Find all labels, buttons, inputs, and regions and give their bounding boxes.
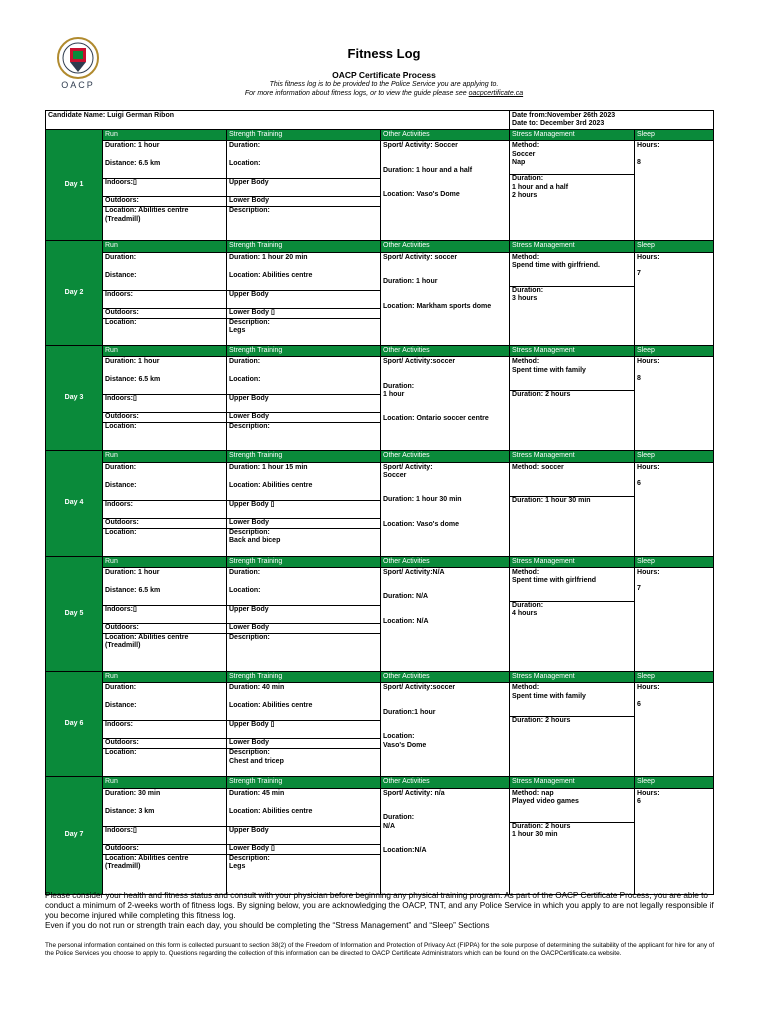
other-activity-field: Duration: 1 hour 30 min xyxy=(383,496,462,504)
strength-cell xyxy=(227,568,381,672)
run-field: Distance: 6.5 km xyxy=(105,376,161,384)
stress-field: Duration: 3 hours xyxy=(510,286,634,304)
stress-cell xyxy=(510,141,635,241)
logo-text: OACP xyxy=(61,80,95,90)
strength-field: Description: Legs xyxy=(227,854,380,872)
strength-field: Duration: xyxy=(229,142,261,150)
column-header-row xyxy=(46,672,714,683)
run-cell xyxy=(103,462,227,556)
other-activity-field: Location: N/A xyxy=(383,617,429,625)
run-field: Duration: 1 hour xyxy=(105,358,160,366)
run-field: Duration: 1 hour xyxy=(105,142,160,150)
sleep-field: Hours: xyxy=(637,142,660,150)
sleep-cell xyxy=(635,683,714,777)
run-cell xyxy=(103,141,227,241)
other-activity-field: Sport/ Activity:soccer xyxy=(383,684,456,692)
stress-field: Duration: 1 hour and a half 2 hours xyxy=(510,174,634,200)
column-header: Sleep xyxy=(635,241,714,252)
column-header: Other Activities xyxy=(381,241,510,252)
column-header-row xyxy=(46,345,714,356)
run-field: Distance: xyxy=(105,481,137,489)
strength-field: Location: Abilities centre xyxy=(229,702,313,710)
strength-field: Lower Body ▯ xyxy=(227,308,380,318)
strength-field: Description: xyxy=(227,633,380,643)
sleep-field: Hours: xyxy=(637,358,660,366)
column-header: Stress Management xyxy=(510,345,635,356)
strength-field: Location: xyxy=(229,160,261,168)
stress-field: Method: nap Played video games xyxy=(512,789,579,806)
strength-field: Description: xyxy=(227,422,380,432)
run-field: Duration: xyxy=(105,253,137,261)
sleep-field: Hours: xyxy=(637,463,660,471)
other-activity-field: Location: Ontario soccer centre xyxy=(383,415,489,423)
column-header-row xyxy=(46,777,714,788)
column-header: Other Activities xyxy=(381,777,510,788)
other-activity-field: Location: Vaso's Dome xyxy=(383,191,460,199)
run-field: Location: xyxy=(103,422,226,432)
strength-field: Location: Abilities centre xyxy=(229,271,313,279)
sleep-cell xyxy=(635,357,714,451)
column-header: Stress Management xyxy=(510,451,635,462)
day-label: Day 2 xyxy=(46,241,103,345)
other-activity-field: Duration:1 hour xyxy=(383,708,436,716)
stress-field: Method: soccer xyxy=(512,463,564,471)
column-header: Strength Training xyxy=(227,241,381,252)
run-field: Location: Abilities centre (Treadmill) xyxy=(103,854,226,872)
day-row xyxy=(46,568,714,672)
column-header: Strength Training xyxy=(227,672,381,683)
column-header: Run xyxy=(103,777,227,788)
column-header-row xyxy=(46,556,714,567)
sleep-field: 6 xyxy=(637,480,641,488)
other-activity-field: Location: Vaso's Dome xyxy=(383,733,427,749)
column-header-row xyxy=(46,241,714,252)
column-header: Stress Management xyxy=(510,556,635,567)
run-field: Distance: 6.5 km xyxy=(105,587,161,595)
column-header: Sleep xyxy=(635,672,714,683)
strength-field: Upper Body ▯ xyxy=(227,500,380,510)
column-header: Other Activities xyxy=(381,556,510,567)
other-activity-field: Duration: 1 hour xyxy=(383,382,415,399)
other-activity-field: Location: Markham sports dome xyxy=(383,302,492,310)
stress-field: Method: Soccer Nap xyxy=(512,142,540,167)
run-field: Outdoors: xyxy=(103,196,226,206)
other-cell xyxy=(381,141,510,241)
run-field: Indoors:▯ xyxy=(103,178,226,188)
run-field: Outdoors: xyxy=(103,844,226,854)
strength-cell xyxy=(227,462,381,556)
run-field: Outdoors: xyxy=(103,308,226,318)
sleep-field: Hours: xyxy=(637,684,660,692)
strength-field: Description: Legs xyxy=(227,318,380,336)
strength-field: Duration: xyxy=(229,569,261,577)
strength-field: Duration: 45 min xyxy=(229,789,285,797)
sleep-field: 8 xyxy=(637,158,641,166)
day-row xyxy=(46,788,714,894)
other-activity-field: Duration: N/A xyxy=(383,814,415,830)
run-field: Outdoors: xyxy=(103,623,226,633)
column-header: Strength Training xyxy=(227,345,381,356)
other-cell xyxy=(381,568,510,672)
other-activity-field: Sport/ Activity: n/a xyxy=(383,789,445,797)
day-row xyxy=(46,462,714,556)
day-label: Day 7 xyxy=(46,777,103,894)
strength-field: Location: xyxy=(229,587,261,595)
strength-field: Upper Body xyxy=(227,178,380,188)
strength-cell xyxy=(227,141,381,241)
stress-field: Method: Spent time with family xyxy=(512,358,586,374)
strength-field: Location: Abilities centre xyxy=(229,807,313,815)
day-label: Day 5 xyxy=(46,556,103,671)
day-row xyxy=(46,683,714,777)
stress-field: Method: Spent time with family xyxy=(512,684,586,700)
run-field: Duration: xyxy=(105,463,137,471)
run-field: Outdoors: xyxy=(103,738,226,748)
run-field: Indoors: xyxy=(103,500,226,510)
sleep-cell xyxy=(635,141,714,241)
strength-field: Lower Body xyxy=(227,623,380,633)
stress-field: Duration: 2 hours xyxy=(510,390,634,399)
strength-cell xyxy=(227,683,381,777)
fitness-log-table xyxy=(45,110,714,895)
strength-field: Lower Body xyxy=(227,738,380,748)
day-label: Day 4 xyxy=(46,451,103,556)
sleep-cell xyxy=(635,462,714,556)
run-field: Location: xyxy=(103,528,226,538)
column-header: Sleep xyxy=(635,451,714,462)
sleep-field: 6 xyxy=(637,700,641,708)
strength-field: Duration: 1 hour 20 min xyxy=(229,253,308,261)
column-header: Strength Training xyxy=(227,451,381,462)
column-header: Stress Management xyxy=(510,130,635,141)
run-field: Duration: xyxy=(105,684,137,692)
column-header: Run xyxy=(103,556,227,567)
other-activity-field: Duration: 1 hour and a half xyxy=(383,166,473,174)
column-header: Strength Training xyxy=(227,777,381,788)
stress-field: Method: Spent time with girlfriend xyxy=(512,569,597,585)
other-activity-field: Sport/ Activity:N/A xyxy=(383,569,445,577)
column-header-row xyxy=(46,130,714,141)
column-header: Sleep xyxy=(635,777,714,788)
date-range: Date from:November 26th 2023 Date to: December 3rd 2023 xyxy=(510,111,714,130)
column-header: Stress Management xyxy=(510,777,635,788)
strength-field: Location: Abilities centre xyxy=(229,481,313,489)
strength-field: Duration: 1 hour 15 min xyxy=(229,463,308,471)
other-activity-field: Sport/ Activity:soccer xyxy=(383,358,456,366)
column-header: Other Activities xyxy=(381,451,510,462)
strength-field: Description: xyxy=(227,206,380,216)
strength-field: Description: Chest and tricep xyxy=(227,748,380,766)
strength-field: Duration: 40 min xyxy=(229,684,285,692)
intro-line-1: This fitness log is to be provided to the Police Service you are applying to. xyxy=(269,81,499,88)
page-title: Fitness Log xyxy=(347,46,421,61)
strength-field: Upper Body xyxy=(227,826,380,836)
run-field: Duration: 1 hour xyxy=(105,569,160,577)
run-field: Location: xyxy=(103,318,226,328)
column-header: Run xyxy=(103,241,227,252)
column-header: Other Activities xyxy=(381,345,510,356)
oacp-link[interactable]: oacpcertificate.ca xyxy=(468,90,524,97)
run-field: Distance: 3 km xyxy=(105,807,155,815)
column-header: Strength Training xyxy=(227,556,381,567)
other-activity-field: Location: Vaso's dome xyxy=(383,520,459,528)
other-cell xyxy=(381,462,510,556)
run-cell xyxy=(103,788,227,894)
disclaimer: Please consider your health and fitness status and consult with your physician before beginning any physical training program. As part of the OACP Certificate Process, you are able to conduct a minimum of 2-weeks worth of fitness logs. By signing below, you are acknowledging the OACP, TNT, and any Police Service in which you apply to are not legally responsible if you become injured while completing this fitness log. Even if you do not run or strength train each day, you should be completing the “Stress Management” and “Sleep” Sections xyxy=(45,891,714,930)
strength-field: Location: xyxy=(229,376,261,384)
column-header: Strength Training xyxy=(227,130,381,141)
run-field: Location: xyxy=(103,748,226,758)
strength-cell xyxy=(227,788,381,894)
column-header: Run xyxy=(103,345,227,356)
run-field: Distance: 6.5 km xyxy=(105,160,161,168)
stress-cell xyxy=(510,252,635,345)
intro-line-2: For more information about fitness logs, or to view the guide please see oacpcertificate.ca xyxy=(244,90,524,97)
strength-field: Lower Body xyxy=(227,518,380,528)
strength-field: Description: Back and bicep xyxy=(227,528,380,546)
sleep-field: Hours: 6 xyxy=(637,789,660,806)
other-activity-field: Duration: N/A xyxy=(383,593,429,601)
run-field: Distance: xyxy=(105,702,137,710)
other-activity-field: Sport/ Activity: soccer xyxy=(383,253,458,261)
day-label: Day 1 xyxy=(46,130,103,241)
run-field: Indoors: xyxy=(103,290,226,300)
strength-field: Lower Body ▯ xyxy=(227,844,380,854)
other-cell xyxy=(381,683,510,777)
column-header: Other Activities xyxy=(381,672,510,683)
stress-cell xyxy=(510,357,635,451)
day-row xyxy=(46,252,714,345)
run-cell xyxy=(103,683,227,777)
other-activity-field: Duration: 1 hour xyxy=(383,278,438,286)
strength-field: Upper Body ▯ xyxy=(227,720,380,730)
other-cell xyxy=(381,788,510,894)
other-cell xyxy=(381,357,510,451)
stress-cell xyxy=(510,568,635,672)
column-header: Sleep xyxy=(635,345,714,356)
column-header: Sleep xyxy=(635,556,714,567)
strength-field: Duration: xyxy=(229,358,261,366)
sleep-field: Hours: xyxy=(637,253,660,261)
sleep-cell xyxy=(635,788,714,894)
strength-field: Upper Body xyxy=(227,394,380,404)
run-field: Indoors:▯ xyxy=(103,394,226,404)
run-field: Indoors:▯ xyxy=(103,605,226,615)
stress-field: Duration: 1 hour 30 min xyxy=(510,496,634,505)
strength-field: Lower Body xyxy=(227,196,380,206)
run-field: Duration: 30 min xyxy=(105,789,161,797)
strength-field: Upper Body xyxy=(227,290,380,300)
stress-cell xyxy=(510,683,635,777)
sleep-cell xyxy=(635,252,714,345)
run-field: Location: Abilities centre (Treadmill) xyxy=(103,633,226,651)
stress-field: Duration: 2 hours xyxy=(510,716,634,725)
other-activity-field: Sport/ Activity: Soccer xyxy=(383,142,458,150)
column-header: Other Activities xyxy=(381,130,510,141)
day-label: Day 6 xyxy=(46,672,103,777)
run-field: Distance: xyxy=(105,271,137,279)
run-cell xyxy=(103,357,227,451)
other-activity-field: Sport/ Activity: Soccer xyxy=(383,463,433,480)
strength-field: Lower Body xyxy=(227,412,380,422)
run-cell xyxy=(103,568,227,672)
run-field: Indoors: xyxy=(103,720,226,730)
column-header: Stress Management xyxy=(510,241,635,252)
run-field: Location: Abilities centre (Treadmill) xyxy=(103,206,226,224)
candidate-name: Candidate Name: Luigi German Ribon xyxy=(46,111,510,130)
column-header: Run xyxy=(103,451,227,462)
other-activity-field: Location:N/A xyxy=(383,847,427,855)
column-header: Run xyxy=(103,130,227,141)
day-row xyxy=(46,357,714,451)
stress-field: Duration: 4 hours xyxy=(510,601,634,619)
day-label: Day 3 xyxy=(46,345,103,450)
strength-field: Upper Body xyxy=(227,605,380,615)
run-field: Indoors:▯ xyxy=(103,826,226,836)
column-header: Run xyxy=(103,672,227,683)
run-cell xyxy=(103,252,227,345)
stress-cell xyxy=(510,788,635,894)
sleep-field: 7 xyxy=(637,585,641,593)
stress-field: Method: Spend time with girlfriend. xyxy=(512,253,600,270)
column-header: Sleep xyxy=(635,130,714,141)
sleep-field: Hours: xyxy=(637,569,660,577)
privacy-notice: The personal information contained on this form is collected pursuant to section 38(2) of the Freedom of Information and Protection of Privacy Act (FIPPA) for the sole purpose of determining the suitability of the applicant for hire for any of the Police Services you choose to apply to. Questions regarding the collection of this information can be directed to OACP Certificate Administrators which can be found on the OACPCertificate.ca website. xyxy=(45,942,715,957)
strength-cell xyxy=(227,252,381,345)
sleep-cell xyxy=(635,568,714,672)
sleep-field: 8 xyxy=(637,374,641,382)
page-subtitle: OACP Certificate Process xyxy=(332,70,436,80)
column-header-row xyxy=(46,451,714,462)
stress-cell xyxy=(510,462,635,556)
sleep-field: 7 xyxy=(637,270,641,278)
other-cell xyxy=(381,252,510,345)
run-field: Outdoors: xyxy=(103,518,226,528)
run-field: Outdoors: xyxy=(103,412,226,422)
column-header: Stress Management xyxy=(510,672,635,683)
stress-field: Duration: 2 hours 1 hour 30 min xyxy=(510,822,634,840)
strength-cell xyxy=(227,357,381,451)
day-row xyxy=(46,141,714,241)
